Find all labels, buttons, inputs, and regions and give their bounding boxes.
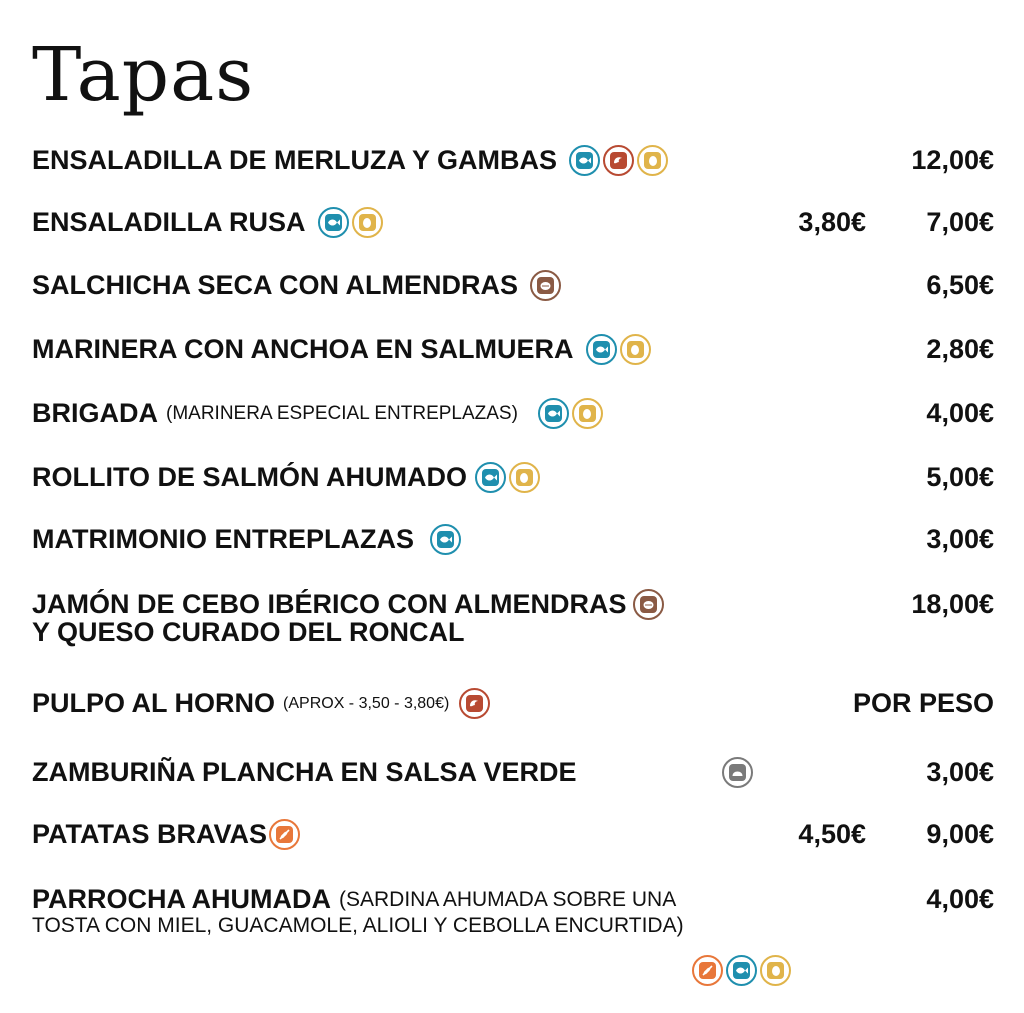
menu-item xyxy=(32,589,994,653)
allergen-icons xyxy=(318,207,383,238)
item-price: 2,80€ xyxy=(926,334,994,364)
allergen-icons xyxy=(459,688,490,719)
item-name: PATATAS BRAVAS xyxy=(32,819,267,849)
nuts-allergen-icon xyxy=(633,589,664,620)
egg-allergen-icon xyxy=(572,398,603,429)
item-note: (SARDINA AHUMADA SOBRE UNA xyxy=(338,887,677,911)
item-note: (APROX - 3,50 - 3,80€) xyxy=(283,694,450,712)
crustacean-allergen-icon xyxy=(603,145,634,176)
item-name: ENSALADILLA DE MERLUZA Y GAMBAS xyxy=(32,145,558,175)
fish-allergen-icon xyxy=(430,524,461,555)
item-price: POR PESO xyxy=(852,688,994,718)
allergen-icons xyxy=(269,819,300,850)
crustacean-allergen-icon xyxy=(459,688,490,719)
mollusc-allergen-icon xyxy=(722,757,753,788)
item-price: 3,00€ xyxy=(926,757,994,787)
egg-allergen-icon xyxy=(620,334,651,365)
item-half-price: 4,50€ xyxy=(798,819,866,849)
allergen-icons xyxy=(633,589,664,620)
item-name-line2: Y QUESO CURADO DEL RONCAL xyxy=(32,617,465,647)
fish-allergen-icon xyxy=(538,398,569,429)
menu-item xyxy=(32,884,994,994)
item-price: 7,00€ xyxy=(926,207,994,237)
fish-allergen-icon xyxy=(726,955,757,986)
fish-allergen-icon xyxy=(586,334,617,365)
item-name: MARINERA CON ANCHOA EN SALMUERA xyxy=(32,334,574,364)
page-title: Tapas xyxy=(32,32,255,118)
allergen-icons xyxy=(475,462,540,493)
item-price: 18,00€ xyxy=(911,589,994,619)
item-name: ROLLITO DE SALMÓN AHUMADO xyxy=(32,462,467,492)
allergen-icons xyxy=(430,524,461,555)
fish-allergen-icon xyxy=(318,207,349,238)
item-half-price: 3,80€ xyxy=(798,207,866,237)
egg-allergen-icon xyxy=(760,955,791,986)
allergen-icons xyxy=(722,757,753,788)
item-note-line2: TOSTA CON MIEL, GUACAMOLE, ALIOLI Y CEBOLLA ENCURTIDA) xyxy=(32,914,684,937)
item-name: MATRIMONIO ENTREPLAZAS xyxy=(32,524,414,554)
item-name: SALCHICHA SECA CON ALMENDRAS xyxy=(32,270,518,300)
item-price: 5,00€ xyxy=(926,462,994,492)
item-name: PULPO AL HORNO xyxy=(32,688,276,718)
allergen-icons xyxy=(538,398,603,429)
nuts-allergen-icon xyxy=(530,270,561,301)
allergen-icons xyxy=(586,334,651,365)
item-price: 3,00€ xyxy=(926,524,994,554)
item-name: ZAMBURIÑA PLANCHA EN SALSA VERDE xyxy=(32,757,577,787)
allergen-icons xyxy=(530,270,561,301)
fish-allergen-icon xyxy=(475,462,506,493)
egg-allergen-icon xyxy=(637,145,668,176)
item-name: PARROCHA AHUMADA xyxy=(32,884,331,914)
item-name: BRIGADA xyxy=(32,398,158,428)
gluten-allergen-icon xyxy=(692,955,723,986)
gluten-allergen-icon xyxy=(269,819,300,850)
egg-allergen-icon xyxy=(509,462,540,493)
item-price: 6,50€ xyxy=(926,270,994,300)
item-note: (MARINERA ESPECIAL ENTREPLAZAS) xyxy=(166,402,518,424)
allergen-icons xyxy=(569,145,668,176)
item-price: 4,00€ xyxy=(926,398,994,428)
egg-allergen-icon xyxy=(352,207,383,238)
item-name: ENSALADILLA RUSA xyxy=(32,207,306,237)
item-price: 12,00€ xyxy=(911,145,994,175)
item-price: 9,00€ xyxy=(926,819,994,849)
allergen-icons xyxy=(692,955,791,986)
fish-allergen-icon xyxy=(569,145,600,176)
item-name: JAMÓN DE CEBO IBÉRICO CON ALMENDRAS xyxy=(32,589,627,619)
item-price: 4,00€ xyxy=(926,884,994,914)
